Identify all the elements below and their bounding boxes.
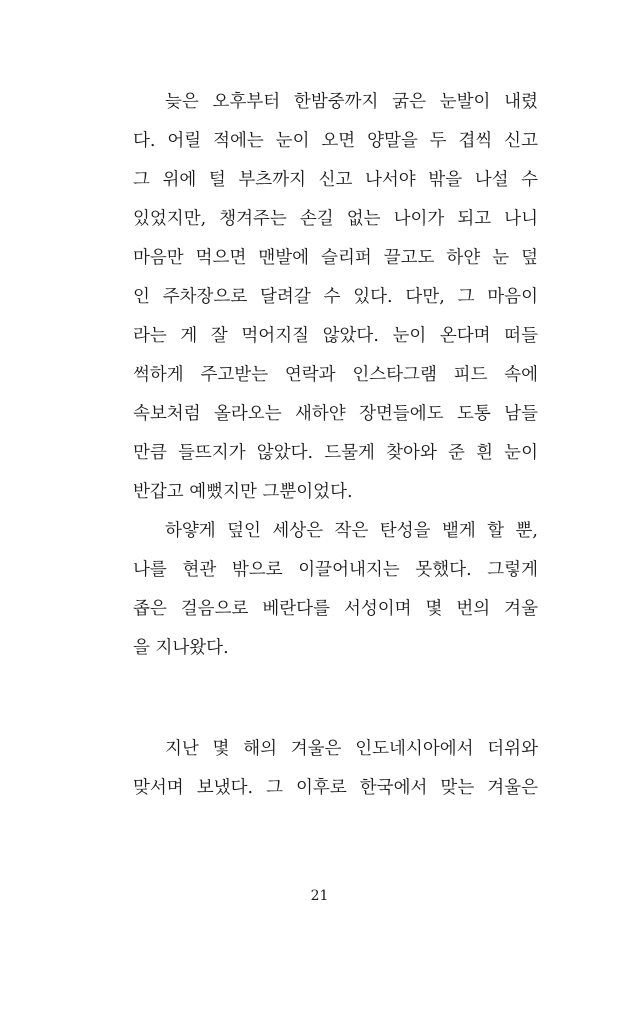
text-line: 썩하게 주고받는 연락과 인스타그램 피드 속에	[133, 365, 538, 385]
text-line: 나를 현관 밖으로 이끌어내지는 못했다. 그렇게	[133, 560, 538, 580]
text-line: 만큼 들뜨지가 않았다. 드물게 찾아와 준 흰 눈이	[133, 443, 538, 463]
page-number: 21	[310, 888, 329, 904]
text-line: 늦은 오후부터 한밤중까지 굵은 눈발이 내렸	[165, 92, 538, 112]
text-line: 있었지만, 챙겨주는 손길 없는 나이가 되고 나니	[133, 209, 538, 229]
text-line: 맞서며 보냈다. 그 이후로 한국에서 맞는 겨울은	[133, 778, 538, 798]
text-line: 좁은 걸음으로 베란다를 서성이며 몇 번의 겨울	[133, 599, 538, 619]
text-line: 속보처럼 올라오는 새하얀 장면들에도 도통 남들	[133, 404, 538, 424]
text-line: 하얗게 덮인 세상은 작은 탄성을 뱉게 할 뿐,	[165, 521, 538, 541]
text-line: 을 지나왔다.	[133, 638, 229, 658]
text-line: 반갑고 예뻤지만 그뿐이었다.	[133, 482, 353, 502]
text-line: 라는 게 잘 먹어지질 않았다. 눈이 온다며 떠들	[133, 326, 538, 346]
text-line: 그 위에 털 부츠까지 신고 나서야 밖을 나설 수	[133, 170, 538, 190]
text-line: 인 주차장으로 달려갈 수 있다. 다만, 그 마음이	[133, 287, 538, 307]
text-line: 마음만 먹으면 맨발에 슬리퍼 끌고도 하얀 눈 덮	[133, 248, 538, 268]
text-line: 다. 어릴 적에는 눈이 오면 양말을 두 겹씩 신고	[133, 131, 538, 151]
text-line: 지난 몇 해의 겨울은 인도네시아에서 더위와	[165, 739, 538, 759]
